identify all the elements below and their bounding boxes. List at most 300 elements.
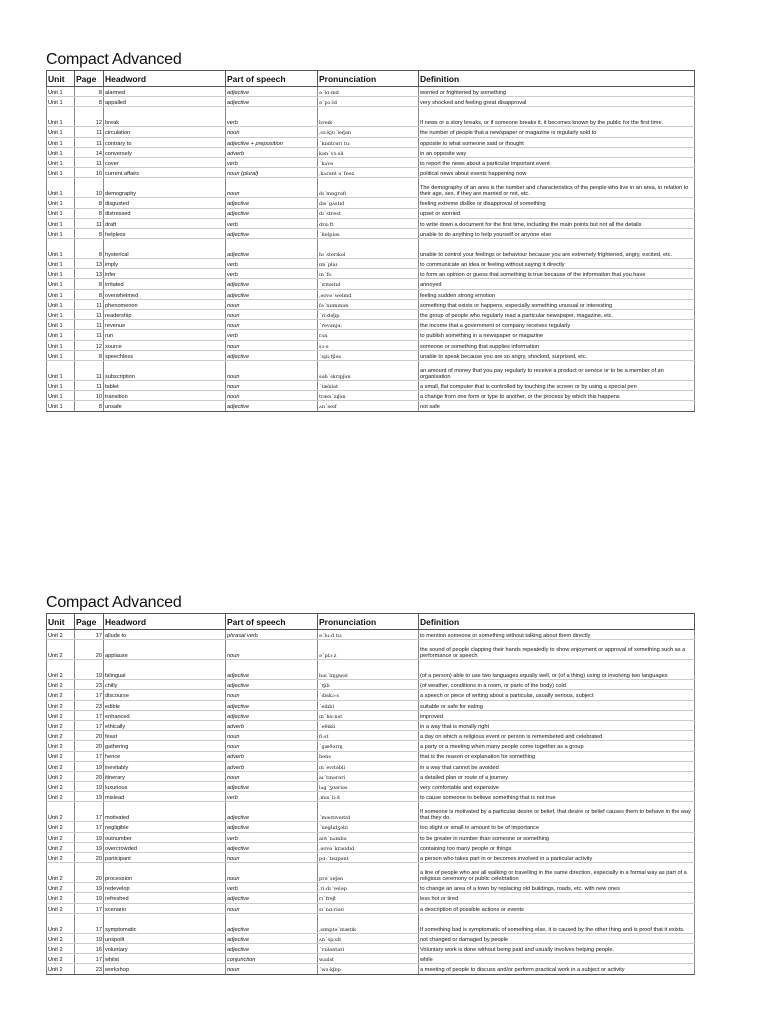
page-cell: 10 xyxy=(75,178,104,198)
pronunciation-cell: ´wɜːkʃɒp xyxy=(318,964,419,974)
page-cell: 8 xyxy=(75,401,104,411)
page-cell: 17 xyxy=(75,720,104,730)
pronunciation-cell: fiːst xyxy=(318,731,419,741)
header-headword: Headword xyxy=(104,71,226,87)
pronunciation-cell: hens xyxy=(318,751,419,761)
headword-cell: ethically xyxy=(104,720,226,730)
headword-cell: revenue xyxy=(104,320,226,330)
page-cell: 20 xyxy=(75,853,104,863)
table-row xyxy=(47,903,695,913)
table-row xyxy=(47,720,695,730)
pronunciation-cell: ʌn´spɔɪlt xyxy=(318,933,419,943)
headword-cell: run xyxy=(104,330,226,340)
page-cell: 19 xyxy=(75,761,104,771)
unit-cell: Unit 2 xyxy=(47,842,75,852)
table-row xyxy=(47,107,695,127)
header-definition: Definition xyxy=(419,71,695,87)
headword-cell: source xyxy=(104,340,226,350)
unit-cell: Unit 2 xyxy=(47,720,75,730)
headword-cell: outnumber xyxy=(104,832,226,842)
pronunciation-cell: ˌkʌrənt ə´feəz xyxy=(318,168,419,178)
part-of-speech-cell: noun xyxy=(226,771,318,781)
vocabulary-sheet-unit-2 xyxy=(46,593,694,975)
pronunciation-cell: sɪ´nɑːriəʊ xyxy=(318,903,419,913)
page-cell: 19 xyxy=(75,832,104,842)
unit-cell: Unit 1 xyxy=(47,218,75,228)
part-of-speech-cell: adjective xyxy=(226,933,318,943)
definition-cell: that is the reason or explanation for something xyxy=(419,751,695,761)
table-row xyxy=(47,87,695,97)
table-row xyxy=(47,401,695,411)
table-row xyxy=(47,168,695,178)
page-cell: 20 xyxy=(75,741,104,751)
headword-cell: circulation xyxy=(104,127,226,137)
page-cell: 8 xyxy=(75,228,104,238)
header-unit: Unit xyxy=(47,614,75,630)
pronunciation-cell: dɪ´mɒgrəfi xyxy=(318,178,419,198)
unit-cell: Unit 2 xyxy=(47,771,75,781)
unit-cell: Unit 2 xyxy=(47,700,75,710)
definition-cell: too slight or small in amount to be of importance xyxy=(419,822,695,832)
pronunciation-cell: ɪn´fɜː xyxy=(318,269,419,279)
definition-cell: to cause someone to believe something that is not true xyxy=(419,792,695,802)
pronunciation-cell: ´edɪbl xyxy=(318,700,419,710)
part-of-speech-cell: adjective xyxy=(226,700,318,710)
definition-cell: a line of people who are all walking or travelling in the same direction, especially in a formal way as part of a religious ceremony or public celebration xyxy=(419,863,695,883)
unit-cell: Unit 1 xyxy=(47,330,75,340)
part-of-speech-cell: adjective xyxy=(226,97,318,107)
pronunciation-cell: ˌriːdɪ´veləp xyxy=(318,883,419,893)
pronunciation-cell: fə´nɒmɪnən xyxy=(318,299,419,309)
header-page: Page xyxy=(75,71,104,87)
headword-cell: inevitably xyxy=(104,761,226,771)
definition-cell: unable to control your feelings or behaviour because you are extremely frightened, angry, excited, etc. xyxy=(419,239,695,259)
table-row xyxy=(47,147,695,157)
part-of-speech-cell: adjective xyxy=(226,208,318,218)
part-of-speech-cell: noun xyxy=(226,903,318,913)
pronunciation-cell: ´neglɪdʒəbl xyxy=(318,822,419,832)
header-part-of-speech: Part of speech xyxy=(226,614,318,630)
table-row xyxy=(47,289,695,299)
unit-cell: Unit 1 xyxy=(47,107,75,127)
page-cell: 20 xyxy=(75,640,104,660)
pronunciation-cell: ə´lɑːmd xyxy=(318,87,419,97)
part-of-speech-cell: noun xyxy=(226,178,318,198)
pronunciation-cell: ´helpləs xyxy=(318,228,419,238)
definition-cell: to communicate an idea or feeling without saying it directly xyxy=(419,259,695,269)
part-of-speech-cell: noun xyxy=(226,340,318,350)
table-row xyxy=(47,964,695,974)
table-row xyxy=(47,731,695,741)
definition-cell: an amount of money that you pay regularly to receive a product or service or to be a member of an organisation xyxy=(419,360,695,380)
page-cell: 19 xyxy=(75,842,104,852)
page-cell: 11 xyxy=(75,320,104,330)
table-row xyxy=(47,340,695,350)
table-row xyxy=(47,751,695,761)
page-cell: 8 xyxy=(75,97,104,107)
sheet-title: Compact Advanced xyxy=(46,51,182,68)
unit-cell: Unit 1 xyxy=(47,137,75,147)
definition-cell: in a way that is morally right xyxy=(419,720,695,730)
page-cell: 17 xyxy=(75,802,104,822)
unit-cell: Unit 2 xyxy=(47,710,75,720)
definition-cell: someone or something that supplies information xyxy=(419,340,695,350)
page-cell: 17 xyxy=(75,913,104,933)
pronunciation-cell: drɑːft xyxy=(318,218,419,228)
table-row xyxy=(47,690,695,700)
pronunciation-cell: ´kʌvə xyxy=(318,157,419,167)
definition-cell: political news about events happening now xyxy=(419,168,695,178)
table-row xyxy=(47,97,695,107)
page-cell: 11 xyxy=(75,360,104,380)
unit-cell: Unit 1 xyxy=(47,127,75,137)
definition-cell: to report the news about a particular important event xyxy=(419,157,695,167)
table-row xyxy=(47,360,695,380)
pronunciation-cell: ˌmɪs´liːd xyxy=(318,792,419,802)
unit-cell: Unit 2 xyxy=(47,943,75,953)
headword-cell: negligible xyxy=(104,822,226,832)
header-pronunciation: Pronunciation xyxy=(318,71,419,87)
definition-cell: a meeting of people to discuss and/or perform practical work in a subject or activity xyxy=(419,964,695,974)
sheet-title: Compact Advanced xyxy=(46,594,182,611)
headword-cell: scenario xyxy=(104,903,226,913)
table-row xyxy=(47,330,695,340)
pronunciation-cell: ʌn´seɪf xyxy=(318,401,419,411)
unit-cell: Unit 1 xyxy=(47,178,75,198)
page-cell: 17 xyxy=(75,903,104,913)
definition-cell: while xyxy=(419,954,695,964)
unit-cell: Unit 2 xyxy=(47,660,75,680)
definition-cell: suitable or safe for eating xyxy=(419,700,695,710)
pronunciation-cell: ´eθɪkli xyxy=(318,720,419,730)
table-row xyxy=(47,842,695,852)
definition-cell: a person who takes part in or becomes involved in a particular activity xyxy=(419,853,695,863)
table-row xyxy=(47,782,695,792)
pronunciation-cell: ˌəʊvə´welmd xyxy=(318,289,419,299)
pronunciation-cell: ɪn´evɪtəbli xyxy=(318,761,419,771)
part-of-speech-cell: noun xyxy=(226,731,318,741)
table-row xyxy=(47,710,695,720)
page-cell: 14 xyxy=(75,147,104,157)
headword-cell: enhanced xyxy=(104,710,226,720)
table-row xyxy=(47,954,695,964)
table-row xyxy=(47,893,695,903)
headword-cell: participant xyxy=(104,853,226,863)
table-row xyxy=(47,299,695,309)
page-cell: 8 xyxy=(75,198,104,208)
part-of-speech-cell: verb xyxy=(226,792,318,802)
table-row xyxy=(47,157,695,167)
headword-cell: hence xyxy=(104,751,226,761)
pronunciation-cell: hɪ´sterɪkəl xyxy=(318,239,419,259)
page-cell: 8 xyxy=(75,239,104,259)
unit-cell: Unit 1 xyxy=(47,259,75,269)
headword-cell: applause xyxy=(104,640,226,660)
pronunciation-cell: aɪ´tɪnərəri xyxy=(318,771,419,781)
pronunciation-cell: breɪk xyxy=(318,107,419,127)
definition-cell: to be greater in number than someone or something xyxy=(419,832,695,842)
unit-cell: Unit 2 xyxy=(47,630,75,640)
table-row xyxy=(47,380,695,390)
unit-cell: Unit 1 xyxy=(47,87,75,97)
unit-cell: Unit 2 xyxy=(47,690,75,700)
page-cell: 17 xyxy=(75,710,104,720)
table-row xyxy=(47,933,695,943)
page-cell: 19 xyxy=(75,933,104,943)
part-of-speech-cell: verb xyxy=(226,883,318,893)
part-of-speech-cell: adjective xyxy=(226,802,318,822)
part-of-speech-cell: adjective xyxy=(226,913,318,933)
headword-cell: readership xyxy=(104,310,226,320)
part-of-speech-cell: verb xyxy=(226,330,318,340)
table-row xyxy=(47,822,695,832)
part-of-speech-cell: noun xyxy=(226,391,318,401)
definition-cell: very comfortable and expensive xyxy=(419,782,695,792)
headword-cell: refreshed xyxy=(104,893,226,903)
headword-cell: helpless xyxy=(104,228,226,238)
definition-cell: (of a person) able to use two languages equally well, or (of a thing) using or involving two languages xyxy=(419,660,695,680)
definition-cell: The demography of an area is the number and characteristics of the people who live in an area, in relation to their age, sex, if they are married or not, etc. xyxy=(419,178,695,198)
pronunciation-cell: waɪlst xyxy=(318,954,419,964)
table-row xyxy=(47,310,695,320)
page-cell: 19 xyxy=(75,660,104,680)
headword-cell: edible xyxy=(104,700,226,710)
part-of-speech-cell: verb xyxy=(226,832,318,842)
definition-cell: to publish something in a newspaper or magazine xyxy=(419,330,695,340)
table-row xyxy=(47,802,695,822)
pronunciation-cell: dɪs´gʌstɪd xyxy=(318,198,419,208)
part-of-speech-cell: adjective xyxy=(226,710,318,720)
unit-cell: Unit 1 xyxy=(47,289,75,299)
part-of-speech-cell: noun xyxy=(226,690,318,700)
part-of-speech-cell: noun xyxy=(226,310,318,320)
page-cell: 19 xyxy=(75,782,104,792)
definition-cell: something that exists or happens, especially something unusual or interesting xyxy=(419,299,695,309)
definition-cell: the income that a government or company receives regularly xyxy=(419,320,695,330)
headword-cell: gathering xyxy=(104,741,226,751)
header-part-of-speech: Part of speech xyxy=(226,71,318,87)
definition-cell: a small, flat computer that is controlled by touching the screen or by using a special pen xyxy=(419,380,695,390)
headword-cell: luxurious xyxy=(104,782,226,792)
part-of-speech-cell: adjective xyxy=(226,289,318,299)
page-cell: 11 xyxy=(75,218,104,228)
unit-cell: Unit 1 xyxy=(47,401,75,411)
definition-cell: to mention someone or something without talking about them directly xyxy=(419,630,695,640)
pronunciation-cell: rɪ´freʃt xyxy=(318,893,419,903)
pronunciation-cell: ə´luːd tuː xyxy=(318,630,419,640)
unit-cell: Unit 1 xyxy=(47,360,75,380)
table-row xyxy=(47,178,695,198)
page-cell: 10 xyxy=(75,391,104,401)
table-row xyxy=(47,350,695,360)
definition-cell: to form an opinion or guess that something is true because of the information that you have xyxy=(419,269,695,279)
definition-cell: worried or frightened by something xyxy=(419,87,695,97)
unit-cell: Unit 1 xyxy=(47,269,75,279)
table-row xyxy=(47,660,695,680)
headword-cell: whilst xyxy=(104,954,226,964)
definition-cell: a speech or piece of writing about a particular, usually serious, subject xyxy=(419,690,695,700)
definition-cell: very shocked and feeling great disapproval xyxy=(419,97,695,107)
unit-cell: Unit 2 xyxy=(47,903,75,913)
unit-cell: Unit 2 xyxy=(47,731,75,741)
page-cell: 8 xyxy=(75,350,104,360)
pronunciation-cell: səb´skrɪpʃən xyxy=(318,360,419,380)
page-cell: 8 xyxy=(75,279,104,289)
unit-cell: Unit 1 xyxy=(47,299,75,309)
part-of-speech-cell: adjective xyxy=(226,943,318,953)
table-row xyxy=(47,279,695,289)
part-of-speech-cell: noun xyxy=(226,360,318,380)
part-of-speech-cell: noun (plural) xyxy=(226,168,318,178)
unit-cell: Unit 2 xyxy=(47,913,75,933)
definition-cell: a change from one form or type to another, or the process by which this happens xyxy=(419,391,695,401)
header-row xyxy=(47,71,695,87)
unit-cell: Unit 2 xyxy=(47,933,75,943)
unit-cell: Unit 2 xyxy=(47,761,75,771)
headword-cell: allude to xyxy=(104,630,226,640)
page-cell: 11 xyxy=(75,127,104,137)
unit-cell: Unit 2 xyxy=(47,893,75,903)
part-of-speech-cell: adverb xyxy=(226,720,318,730)
table-row xyxy=(47,269,695,279)
definition-cell: in an opposite way xyxy=(419,147,695,157)
header-unit: Unit xyxy=(47,71,75,87)
part-of-speech-cell: adverb xyxy=(226,751,318,761)
pronunciation-cell: træn´zɪʃən xyxy=(318,391,419,401)
pronunciation-cell: ´spiːtʃləs xyxy=(318,350,419,360)
vocabulary-table xyxy=(46,613,695,975)
definition-cell: unable to do anything to help yourself or anyone else xyxy=(419,228,695,238)
table-row xyxy=(47,943,695,953)
page-cell: 17 xyxy=(75,690,104,700)
headword-cell: demography xyxy=(104,178,226,198)
definition-cell: to change an area of a town by replacing old buildings, roads, etc. with new ones xyxy=(419,883,695,893)
table-row xyxy=(47,680,695,690)
headword-cell: draft xyxy=(104,218,226,228)
unit-cell: Unit 2 xyxy=(47,741,75,751)
pronunciation-cell: pɑː´tɪsɪpənt xyxy=(318,853,419,863)
headword-cell: irritated xyxy=(104,279,226,289)
part-of-speech-cell: noun xyxy=(226,380,318,390)
pronunciation-cell: ´tʃɪli xyxy=(318,680,419,690)
unit-cell: Unit 1 xyxy=(47,228,75,238)
part-of-speech-cell: adjective xyxy=(226,782,318,792)
unit-cell: Unit 2 xyxy=(47,802,75,822)
definition-cell: not changed or damaged by people xyxy=(419,933,695,943)
headword-cell: redevelop xyxy=(104,883,226,893)
part-of-speech-cell: adjective xyxy=(226,660,318,680)
definition-cell: not safe xyxy=(419,401,695,411)
definition-cell: the group of people who regularly read a particular newspaper, magazine, etc. xyxy=(419,310,695,320)
unit-cell: Unit 1 xyxy=(47,168,75,178)
page-cell: 11 xyxy=(75,299,104,309)
definition-cell: less hot or tired xyxy=(419,893,695,903)
pronunciation-cell: ˌsɜːkjʊ´leɪʃən xyxy=(318,127,419,137)
headword-cell: appalled xyxy=(104,97,226,107)
part-of-speech-cell: adjective xyxy=(226,842,318,852)
headword-cell: cover xyxy=(104,157,226,167)
page-cell: 11 xyxy=(75,330,104,340)
definition-cell: Voluntary work is done without being paid and usually involves helping people. xyxy=(419,943,695,953)
definition-cell: a party or a meeting when many people come together as a group xyxy=(419,741,695,751)
headword-cell: speechless xyxy=(104,350,226,360)
pronunciation-cell: ´məʊtɪveɪtɪd xyxy=(318,802,419,822)
pronunciation-cell: ´riːdəʃɪp xyxy=(318,310,419,320)
unit-cell: Unit 1 xyxy=(47,198,75,208)
unit-cell: Unit 2 xyxy=(47,822,75,832)
definition-cell: If someone is motivated by a particular desire or belief, that desire or belief causes them to behave in the way that they do. xyxy=(419,802,695,822)
part-of-speech-cell: adjective xyxy=(226,239,318,259)
headword-cell: unspoilt xyxy=(104,933,226,943)
unit-cell: Unit 1 xyxy=(47,340,75,350)
page-cell: 12 xyxy=(75,107,104,127)
table-row xyxy=(47,853,695,863)
page-cell: 8 xyxy=(75,87,104,97)
page-cell: 8 xyxy=(75,208,104,218)
headword-cell: infer xyxy=(104,269,226,279)
headword-cell: feast xyxy=(104,731,226,741)
table-row xyxy=(47,391,695,401)
pronunciation-cell: ə´plɔːz xyxy=(318,640,419,660)
definition-cell: If something bad is symptomatic of something else, it is caused by the other thing and is proof that it exists. xyxy=(419,913,695,933)
definition-cell: upset or worried xyxy=(419,208,695,218)
headword-cell: imply xyxy=(104,259,226,269)
headword-cell: disgusted xyxy=(104,198,226,208)
definition-cell: If news or a story breaks, or if someone breaks it, it becomes known by the public for the first time. xyxy=(419,107,695,127)
definition-cell: the sound of people clapping their hands repeatedly to show enjoyment or approval of something such as a performance or speech xyxy=(419,640,695,660)
part-of-speech-cell: verb xyxy=(226,107,318,127)
table-row xyxy=(47,218,695,228)
headword-cell: symptomatic xyxy=(104,913,226,933)
page-cell: 11 xyxy=(75,310,104,320)
page-cell: 17 xyxy=(75,630,104,640)
pronunciation-cell: ´ɪrɪteɪtɪd xyxy=(318,279,419,289)
headword-cell: chilly xyxy=(104,680,226,690)
unit-cell: Unit 2 xyxy=(47,640,75,660)
page-cell: 17 xyxy=(75,822,104,832)
pronunciation-cell: ´kɒntrəri tuː xyxy=(318,137,419,147)
definition-cell: a detailed plan or route of a journey xyxy=(419,771,695,781)
pronunciation-cell: baɪ´lɪŋgwəl xyxy=(318,660,419,680)
table-row xyxy=(47,127,695,137)
headword-cell: overcrowded xyxy=(104,842,226,852)
unit-cell: Unit 1 xyxy=(47,279,75,289)
part-of-speech-cell: noun xyxy=(226,320,318,330)
table-row xyxy=(47,741,695,751)
page-cell: 11 xyxy=(75,137,104,147)
unit-cell: Unit 1 xyxy=(47,147,75,157)
table-row xyxy=(47,198,695,208)
unit-cell: Unit 2 xyxy=(47,680,75,690)
table-row xyxy=(47,761,695,771)
pronunciation-cell: ´gæðərɪŋ xyxy=(318,741,419,751)
definition-cell: unable to speak because you are so angry, shocked, surprised, etc. xyxy=(419,350,695,360)
unit-cell: Unit 2 xyxy=(47,883,75,893)
pronunciation-cell: dɪ´strest xyxy=(318,208,419,218)
unit-cell: Unit 2 xyxy=(47,964,75,974)
part-of-speech-cell: adjective xyxy=(226,401,318,411)
definition-cell: (of weather, conditions in a room, or parts of the body) cold xyxy=(419,680,695,690)
page-cell: 11 xyxy=(75,380,104,390)
unit-cell: Unit 1 xyxy=(47,208,75,218)
page-cell: 20 xyxy=(75,863,104,883)
part-of-speech-cell: adjective xyxy=(226,228,318,238)
page-cell: 16 xyxy=(75,943,104,953)
page-cell: 13 xyxy=(75,259,104,269)
unit-cell: Unit 2 xyxy=(47,751,75,761)
pronunciation-cell: ˌəʊvə´kraʊdɪd xyxy=(318,842,419,852)
header-page: Page xyxy=(75,614,104,630)
